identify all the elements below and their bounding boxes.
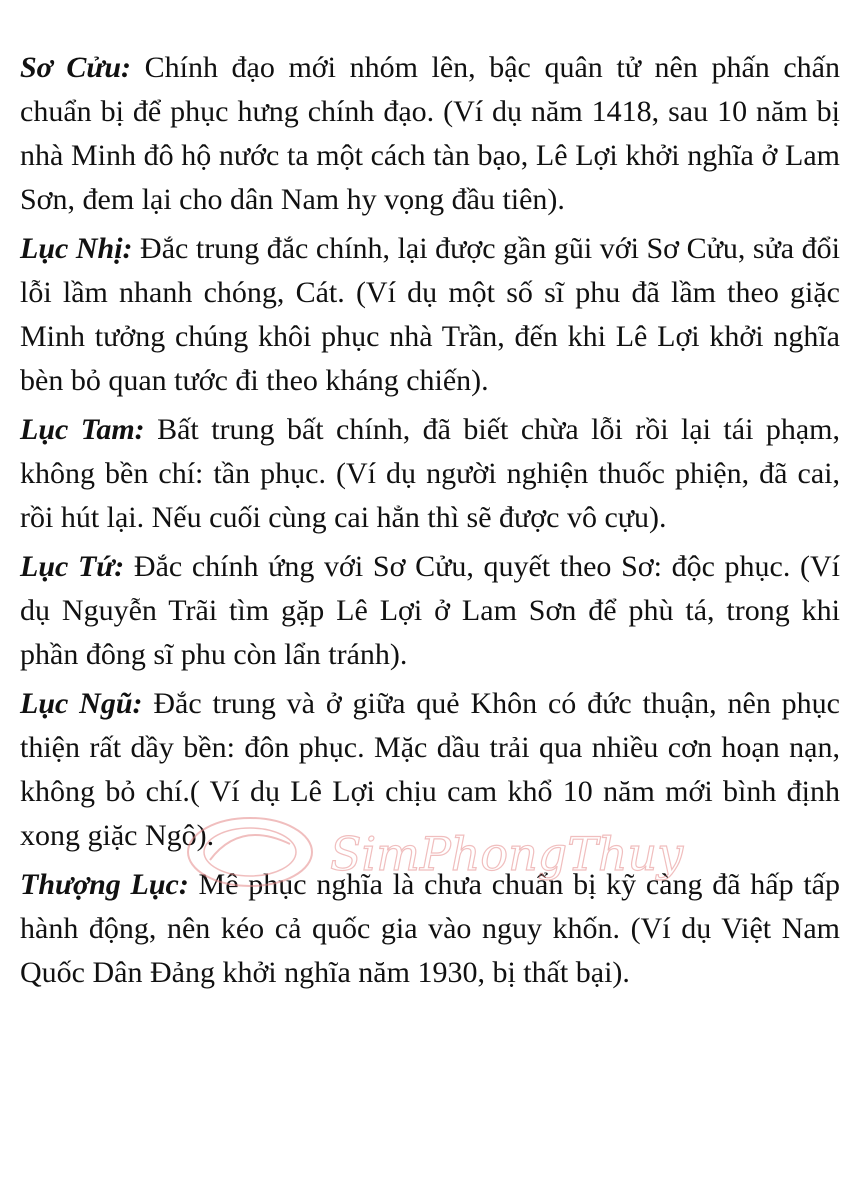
paragraph-text: Mê phục nghĩa là chưa chuẩn bị kỹ càng đã hấp tấp hành động, nên kéo cả quốc gia vào nguy khốn. (Ví dụ Việt Nam Quốc Dân Đảng khởi nghĩa năm 1930, bị thất bại). <box>20 868 841 989</box>
paragraph-term: Sơ Cửu: <box>20 51 132 84</box>
paragraph-term: Lục Ngũ: <box>20 687 143 720</box>
paragraph-text: Bất trung bất chính, đã biết chừa lỗi rồi lại tái phạm, không bền chí: tần phục. (Ví dụ người nghiện thuốc phiện, đã cai, rồi hút lại. Nếu cuối cùng cai hẳn thì sẽ được vô cựu). <box>20 413 841 534</box>
paragraph-term: Thượng Lục: <box>20 868 189 901</box>
paragraph-thuong-luc <box>20 863 840 995</box>
paragraph-luc-ngu <box>20 682 840 858</box>
paragraph-text: Chính đạo mới nhóm lên, bậc quân tử nên phấn chấn chuẩn bị để phục hưng chính đạo. (Ví dụ năm 1418, sau 10 năm bị nhà Minh đô hộ nước ta một cách tàn bạo, Lê Lợi khởi nghĩa ở Lam Sơn, đem lại cho dân Nam hy vọng đầu tiên). <box>20 51 840 216</box>
paragraph-term: Lục Tam: <box>20 413 145 446</box>
watermark-text: SimPhongThuy <box>330 827 684 881</box>
paragraph-text: Đắc trung và ở giữa quẻ Khôn có đức thuận, nên phục thiện rất dầy bền: đôn phục. Mặc dầu trải qua nhiều cơn hoạn nạn, không bỏ chí.( Ví dụ Lê Lợi chịu cam khổ 10 năm mới bình định xong giặc Ngô). <box>20 687 840 852</box>
paragraph-luc-nhi <box>20 227 840 403</box>
paragraph-term: Lục Nhị: <box>20 232 133 265</box>
paragraph-luc-tu <box>20 545 840 677</box>
paragraph-luc-tam <box>20 408 840 540</box>
document-page <box>20 46 840 1000</box>
paragraph-term: Lục Tứ: <box>20 550 125 583</box>
paragraph-so-cuu <box>20 46 840 222</box>
paragraph-text: Đắc chính ứng với Sơ Cửu, quyết theo Sơ: độc phục. (Ví dụ Nguyễn Trãi tìm gặp Lê Lợi ở Lam Sơn để phù tá, trong khi phần đông sĩ phu còn lẩn tránh). <box>20 550 840 671</box>
paragraph-text: Đắc trung đắc chính, lại được gần gũi với Sơ Cửu, sửa đổi lỗi lầm nhanh chóng, Cát. (Ví dụ một số sĩ phu đã lầm theo giặc Minh tưởng chúng khôi phục nhà Trần, đến khi Lê Lợi khởi nghĩa bèn bỏ quan tước đi theo kháng chiến). <box>20 232 840 397</box>
